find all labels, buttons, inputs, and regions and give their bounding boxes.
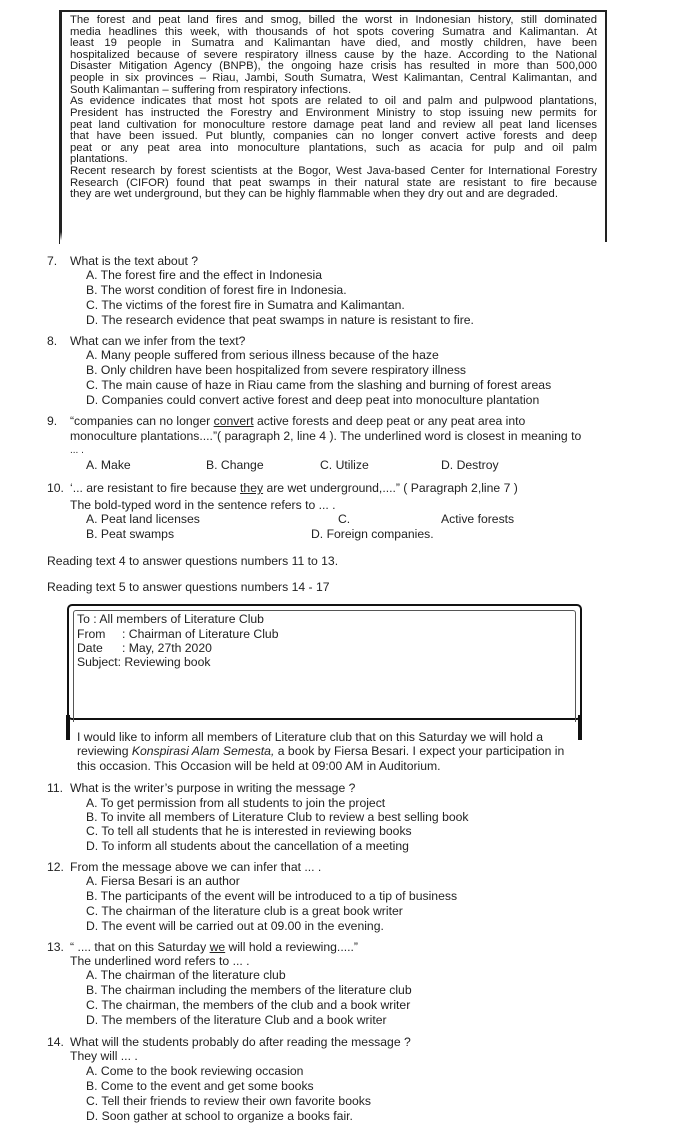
- q9-option-c[interactable]: C. Utilize: [320, 458, 369, 472]
- q13-option-b[interactable]: B. The chairman including the members of the literature club: [86, 983, 412, 997]
- passage-line: President has instructed the Forestry and Environment Ministry to stop issuing new permits for: [70, 107, 597, 119]
- memo-body-line1: I would like to inform all members of Literature club that on this Saturday we will hold a: [77, 730, 544, 744]
- q13-underlined-word: we: [209, 940, 226, 954]
- q10-option-d[interactable]: D. Foreign companies.: [311, 527, 434, 541]
- q14-stem-line2: They will ... .: [70, 1049, 138, 1063]
- q9-option-d[interactable]: D. Destroy: [441, 458, 499, 472]
- passage-line: Research (CIFOR) found that peat swamps in their natural state are resistant to fire because: [70, 177, 597, 189]
- q13-stem-line2: The underlined word refers to ... .: [70, 954, 250, 968]
- q7-option-d[interactable]: D. The research evidence that peat swamps in nature is resistant to fire.: [86, 313, 474, 327]
- q10-option-c-text[interactable]: Active forests: [441, 512, 515, 526]
- passage-line: Recent research by forest scientists at the Bogor, West Java-based Center for International Forestry: [70, 166, 597, 178]
- q11-option-a[interactable]: A. To get permission from all students to join the project: [86, 796, 386, 810]
- q9-stem-line1: “companies can no longer convert active forests and deep peat or any peat area into: [70, 414, 526, 428]
- q14-option-d[interactable]: D. Soon gather at school to organize a books fair.: [86, 1109, 353, 1123]
- passage-line: they are wet underground, but they can be highly flammable when they dry out and are degraded.: [70, 189, 558, 201]
- q8-option-d[interactable]: D. Companies could convert active forest and deep peat into monoculture plantation: [86, 393, 540, 407]
- q10-underlined-word: they: [240, 481, 264, 495]
- q8-option-c[interactable]: C. The main cause of haze in Riau came from the slashing and burning of forest areas: [86, 378, 552, 392]
- q14-option-a[interactable]: A. Come to the book reviewing occasion: [86, 1064, 304, 1078]
- q7-option-a[interactable]: A. The forest fire and the effect in Indonesia: [86, 268, 323, 282]
- q9-stem-line2: monoculture plantations....”( paragraph 2, line 4 ). The underlined word is closest in meaning to: [70, 429, 582, 443]
- q7-number: 7.: [47, 254, 58, 268]
- memo-body-line3: this occasion. This Occasion will be held at 09:00 AM in Auditorium.: [77, 759, 441, 773]
- memo-book-title: Konspirasi Alam Semesta,: [131, 744, 275, 758]
- memo-date-value: : May, 27th 2020: [122, 641, 212, 655]
- q10-option-a[interactable]: A. Peat land licenses: [86, 512, 200, 526]
- passage-line: least 19 people in Sumatra and Kalimantan have died, and mostly children, have been: [70, 38, 597, 50]
- q13-option-c[interactable]: C. The chairman, the members of the club and a book writer: [86, 998, 411, 1012]
- q9-stem-line3: ... .: [70, 445, 84, 456]
- memo-right-edge: [578, 715, 582, 740]
- q9-option-b[interactable]: B. Change: [206, 458, 264, 472]
- q12-number: 12.: [47, 860, 64, 874]
- q8-number: 8.: [47, 334, 58, 348]
- q7-option-c[interactable]: C. The victims of the forest fire in Sumatra and Kalimantan.: [86, 298, 405, 312]
- q7-option-b[interactable]: B. The worst condition of forest fire in Indonesia.: [86, 283, 347, 297]
- passage-line: South Kalimantan – suffering from respiratory infections.: [70, 84, 352, 96]
- q11-option-b[interactable]: B. To invite all members of Literature Club to review a best selling book: [86, 810, 469, 824]
- q11-option-c[interactable]: C. To tell all students that he is interested in reviewing books: [86, 824, 412, 838]
- q12-option-b[interactable]: B. The participants of the event will be introduced to a tip of business: [86, 889, 458, 903]
- q10-stem-line1: ‘... are resistant to fire because they are wet underground,....” ( Paragraph 2,line 7 ): [70, 481, 518, 495]
- q14-option-b[interactable]: B. Come to the event and get some books: [86, 1079, 314, 1093]
- q9-underlined-word: convert: [213, 414, 254, 428]
- q9-number: 9.: [47, 414, 58, 428]
- reading-text-5-note: Reading text 5 to answer questions numbers 14 - 17: [47, 580, 330, 594]
- q14-stem: What will the students probably do after reading the message ?: [70, 1035, 411, 1049]
- q13-number: 13.: [47, 940, 64, 954]
- q12-option-c[interactable]: C. The chairman of the literature club is a great book writer: [86, 904, 403, 918]
- q13-option-a[interactable]: A. The chairman of the literature club: [86, 968, 286, 982]
- q10-stem-line2: The bold-typed word in the sentence refers to ... .: [70, 498, 336, 512]
- memo-body-line2: reviewing Konspirasi Alam Semesta, a book by Fiersa Besari. I expect your participation in: [77, 744, 565, 758]
- q9-option-a[interactable]: A. Make: [86, 458, 131, 472]
- passage-line: hospitalized because of severe respiratory illness cause by the haze. According to the National: [70, 49, 597, 61]
- passage-line: peat or any peat area into monoculture plantations, such as acacia for pulp and oil palm: [70, 142, 597, 154]
- q8-option-a[interactable]: A. Many people suffered from serious illness because of the haze: [86, 348, 439, 362]
- q12-option-d[interactable]: D. The event will be carried out at 09.00 in the evening.: [86, 919, 384, 933]
- passage-line: As evidence indicates that most hot spots are related to oil and palm and pulpwood plantations,: [70, 96, 597, 108]
- q11-option-d[interactable]: D. To inform all students about the cancellation of a meeting: [86, 839, 409, 853]
- memo-date-label: Date: [77, 641, 103, 655]
- memo-from-label: From: [77, 627, 106, 641]
- reading-text-4-note: Reading text 4 to answer questions numbers 11 to 13.: [47, 554, 339, 568]
- q10-option-b[interactable]: B. Peat swamps: [86, 527, 175, 541]
- q12-stem: From the message above we can infer that ... .: [70, 860, 322, 874]
- memo-subject: Subject: Reviewing book: [77, 655, 211, 669]
- q14-option-c[interactable]: C. Tell their friends to review their own favorite books: [86, 1094, 371, 1108]
- q13-stem-line1: “ .... that on this Saturday we will hold a reviewing.....”: [70, 940, 358, 954]
- q11-number: 11.: [47, 781, 64, 795]
- passage-line: that have been issued. Put bluntly, companies can no longer convert active forests and deep: [70, 131, 597, 143]
- passage-line: plantations.: [70, 154, 128, 166]
- q7-stem: What is the text about ?: [70, 254, 199, 268]
- memo-to: To : All members of Literature Club: [77, 612, 264, 626]
- passage-cutoff: [60, 232, 604, 244]
- q8-stem: What can we infer from the text?: [70, 334, 246, 348]
- passage-line: media headlines this week, with thousands of hot spots covering Sumatra and Kalimantan. At: [70, 26, 597, 38]
- passage-line: peat land cultivation for monoculture restore damage peat land and review all peat land licenses: [70, 119, 597, 131]
- memo-left-edge: [66, 715, 70, 740]
- q10-number: 10.: [47, 481, 64, 495]
- q8-option-b[interactable]: B. Only children have been hospitalized from severe respiratory illness: [86, 363, 467, 377]
- passage-line: people in six provinces – Riau, Jambi, South Sumatra, West Kalimantan, Central Kalimantan, and: [70, 73, 597, 85]
- passage-line: Disaster Mitigation Agency (BNPB), the ongoing haze crisis has resulted in more than 500,000: [70, 61, 597, 73]
- passage-line: The forest and peat land fires and smog, billed the worst in Indonesian history, still dominated: [70, 15, 597, 26]
- q10-option-c-letter[interactable]: C.: [338, 512, 351, 526]
- memo-from-value: : Chairman of Literature Club: [122, 627, 279, 641]
- q14-number: 14.: [47, 1035, 64, 1049]
- q13-option-d[interactable]: D. The members of the literature Club and a book writer: [86, 1013, 387, 1027]
- q11-stem: What is the writer’s purpose in writing the message ?: [70, 781, 356, 795]
- q12-option-a[interactable]: A. Fiersa Besari is an author: [86, 874, 240, 888]
